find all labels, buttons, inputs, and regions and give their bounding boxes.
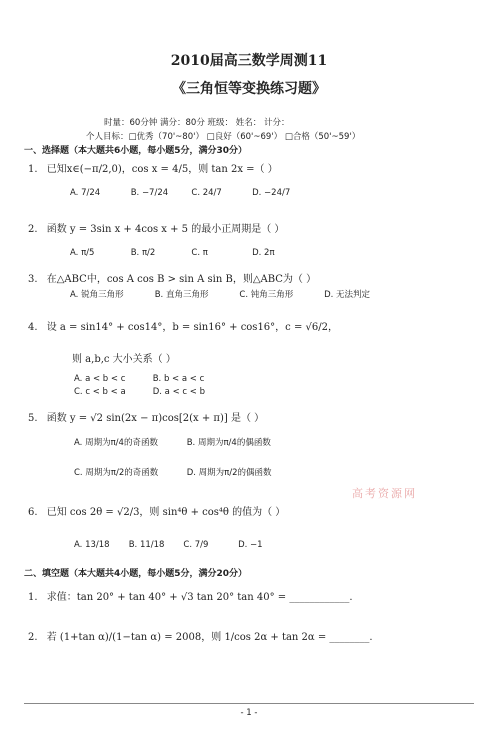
q3-option-a[interactable]: A. 锐角三角形 [70,290,124,300]
q3-options [70,288,406,300]
q1-option-c[interactable]: C. 24/7 [191,188,222,198]
q6-number: 6. [28,507,38,518]
q6-text: 已知 cos 2θ = √2/3，则 sin⁴θ + cos⁴θ 的值为（ ） [46,507,286,518]
question-5 [28,409,264,424]
q6-option-d[interactable]: D. −1 [238,540,263,550]
q1-option-a[interactable]: A. 7/24 [70,188,101,198]
q6-option-c[interactable]: C. 7/9 [183,540,209,550]
page-number: - 1 - [240,708,258,718]
watermark: 高考资源网 [352,487,417,500]
q3-number: 3. [28,274,38,285]
q4-option-a[interactable]: A. a < b < c [74,374,126,384]
q3-option-b[interactable]: B. 直角三角形 [154,290,209,300]
q5-option-c[interactable]: C. 周期为π/2的奇函数 [74,468,159,478]
q1-text: 已知x∈(−π/2,0)，cos x = 4/5，则 tan 2x =（ ） [46,164,278,175]
q5-text: 函数 y = √2 sin(2x − π)cos[2(x + π)] 是（ ） [46,413,265,424]
q2-option-b[interactable]: B. π/2 [130,248,156,258]
q4-text-2: 则 a,b,c 大小关系（ ） [72,354,176,365]
question-2 [28,220,284,235]
q5-options [74,436,304,478]
fill-question-1 [28,588,353,603]
q1-option-b[interactable]: B. −7/24 [130,188,169,198]
q6-option-b[interactable]: B. 11/18 [128,540,165,550]
q4-text: 设 a = sin14° + cos14°，b = sin16° + cos16°，c = √6/2， [46,322,338,333]
q4-number: 4. [28,322,38,333]
q2-options [70,248,310,258]
info-line-1: 时量：60分钟 满分：80分 班级： 姓名： 计分： [104,118,290,128]
section-1-heading: 一、选择题（本大题共6小题，每小题5分，满分30分） [24,146,248,156]
q1-option-d[interactable]: D. −24/7 [252,188,291,198]
section-2-heading: 二、填空题（本大题共4小题，每小题5分，满分20分） [24,569,248,579]
fill-question-2 [28,628,373,643]
q1-number: 1. [28,164,38,175]
q4-option-b[interactable]: B. b < a < c [152,374,205,384]
q2-number: 2. [28,224,38,235]
question-1 [28,160,278,175]
q2-option-c[interactable]: C. π [191,248,208,258]
q4-option-c[interactable]: C. c < b < a [74,387,126,397]
doc-subtitle: 《三角恒等变换练习题》 [172,81,326,97]
footer-divider [24,703,474,704]
question-6 [28,503,285,518]
q5-option-b[interactable]: B. 周期为π/4的偶函数 [186,438,271,448]
info-line-2: 个人目标：□优秀（70'~80'） □良好（60'~69'） □合格（50'~59'） [86,132,361,142]
q5-number: 5. [28,413,38,424]
f2-number: 2. [28,632,38,643]
q4-option-d[interactable]: D. a < c < b [152,387,205,397]
q6-options [74,540,290,550]
q3-option-d[interactable]: D. 无法判定 [324,290,371,300]
q3-text: 在△ABC中，cos A cos B > sin A sin B，则△ABC为（ ） [46,274,317,285]
q4-options [74,374,254,397]
q6-option-a[interactable]: A. 13/18 [74,540,110,550]
f1-number: 1. [28,592,38,603]
q5-option-d[interactable]: D. 周期为π/2的偶函数 [186,468,272,478]
doc-title: 2010届高三数学周测11 [170,53,328,69]
q1-options [70,188,310,198]
f1-text[interactable]: 求值：tan 20° + tan 40° + √3 tan 20° tan 40° = ____________. [46,592,353,603]
q5-option-a[interactable]: A. 周期为π/4的奇函数 [74,438,158,448]
q2-option-d[interactable]: D. 2π [252,248,275,258]
q2-option-a[interactable]: A. π/5 [70,248,95,258]
question-4 [28,318,338,333]
q3-option-c[interactable]: C. 钝角三角形 [239,290,294,300]
q2-text: 函数 y = 3sin x + 4cos x + 5 的最小正周期是（ ） [46,224,285,235]
f2-text[interactable]: 若 (1+tan α)/(1−tan α) = 2008，则 1/cos 2α + tan 2α = ________. [46,632,373,643]
question-3 [28,270,316,285]
